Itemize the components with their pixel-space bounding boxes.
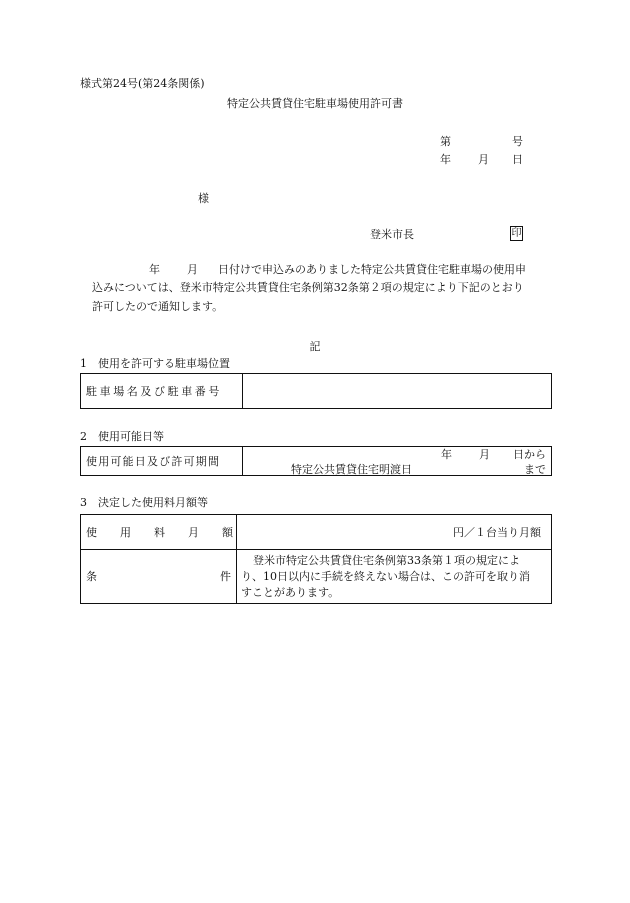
document-title: 特定公共賃貸住宅駐車場使用許可書	[227, 97, 403, 110]
section3-cond-line3: すことがあります。	[241, 586, 340, 599]
section3-fee-value: 円／１台当り月額	[453, 526, 541, 539]
section2-delivery: 特定公共賃貸住宅明渡日	[291, 463, 412, 476]
section2-table	[80, 446, 552, 476]
section3-cond-line2: り、10日以内に手続を終えない場合は、この許可を取り消	[241, 570, 530, 583]
number-dai: 第	[440, 135, 451, 148]
body-line1: 日付けで申込みのありました特定公共賃貸住宅駐車場の使用申	[218, 263, 526, 276]
section2-until: まで	[524, 463, 546, 476]
section3-heading: 3 決定した使用料月額等	[80, 496, 208, 509]
issuer-name: 登米市長	[370, 228, 414, 241]
section3-cond-line1: 登米市特定公共賃貸住宅条例第33条第１項の規定によ	[253, 554, 520, 567]
section3-row-divider	[81, 549, 551, 550]
section2-from: 日から	[513, 448, 546, 461]
section1-table	[80, 373, 552, 409]
section3-table	[80, 514, 552, 604]
section2-divider	[242, 447, 243, 475]
section3-cond-label-left: 条	[86, 570, 97, 583]
section1-heading: 1 使用を許可する駐車場位置	[80, 357, 230, 370]
seal-box: 印	[511, 228, 522, 239]
section3-fee-label: 使用料月額	[86, 526, 256, 539]
section2-year: 年	[441, 448, 452, 461]
date-year: 年	[440, 153, 451, 166]
number-go: 号	[512, 135, 523, 148]
section1-row-label: 駐車場名及び駐車番号	[86, 385, 222, 398]
section2-row-label: 使用可能日及び許可期間	[86, 455, 221, 468]
section3-cond-label-right: 件	[220, 570, 231, 583]
date-month: 月	[478, 153, 489, 166]
body-line2: 込みについては、登米市特定公共賃貸住宅条例第32条第２項の規定により下記のとおり	[92, 281, 524, 294]
body-line3: 許可したので通知します。	[92, 300, 224, 313]
date-day: 日	[512, 153, 523, 166]
body-year: 年	[149, 263, 160, 276]
addressee-suffix: 様	[198, 192, 209, 205]
form-number: 様式第24号(第24条関係)	[80, 77, 205, 90]
section1-divider	[242, 374, 243, 408]
section2-heading: 2 使用可能日等	[80, 430, 164, 443]
section2-month: 月	[479, 448, 490, 461]
ki-marker: 記	[309, 340, 321, 353]
body-month: 月	[187, 263, 198, 276]
